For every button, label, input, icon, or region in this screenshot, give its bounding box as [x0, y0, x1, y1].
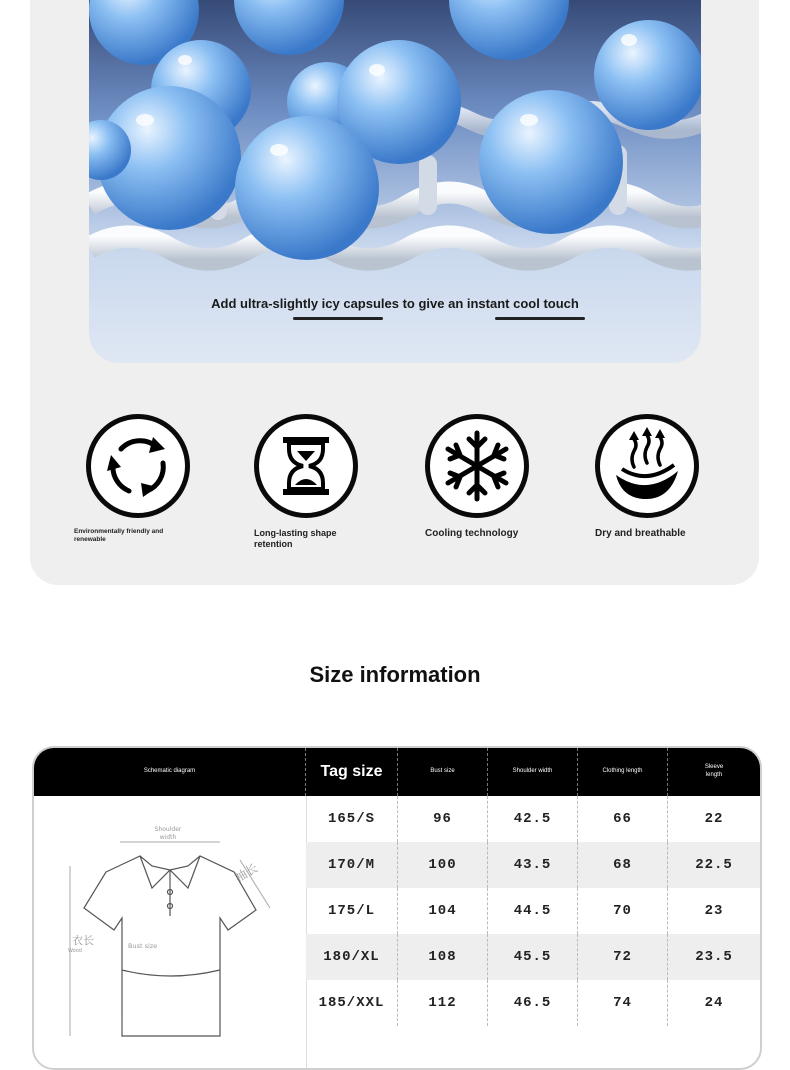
feature-cooling [425, 414, 555, 541]
bust-size-cell: 100 [398, 842, 488, 888]
bust-size-cell: 96 [398, 796, 488, 842]
clothing-length-label: 衣长 [72, 934, 94, 947]
tag-size-cell: 180/XL [306, 934, 398, 980]
sleeve-length-cell: 23 [704, 903, 724, 919]
feature-circle [425, 414, 529, 518]
feature-breathable [595, 414, 725, 541]
icy-capsule-hero-image [89, 0, 701, 363]
clothing-length-cell: 74 [578, 980, 668, 1026]
hourglass-icon [259, 419, 353, 513]
sleeve-length-cell: 23.5 [695, 949, 733, 965]
header-bust-size: Bust size [398, 748, 488, 796]
recycle-icon [91, 419, 185, 513]
shoulder-width-cell: 43.5 [488, 842, 578, 888]
bust-size-label: Bust size [128, 942, 158, 950]
clothing-length-cell: 72 [578, 934, 668, 980]
tag-size-cell: 165/S [306, 796, 398, 842]
sleeve-length-cell: 22.5 [695, 857, 733, 873]
breathable-icon [600, 419, 694, 513]
sleeve-length-cell: 24 [704, 995, 724, 1011]
tag-size-cell: 175/L [306, 888, 398, 934]
clothing-length-cell: 70 [578, 888, 668, 934]
hero-caption: Add ultra-slightly icy capsules to give an instant cool touch [211, 296, 579, 311]
shoulder-width-cell: 45.5 [488, 934, 578, 980]
shoulder-width-cell: 44.5 [488, 888, 578, 934]
feature-circle [595, 414, 699, 518]
size-information-title: Size information [309, 662, 481, 687]
header-sleeve-length: Sleeve length [704, 764, 724, 778]
size-table [32, 746, 762, 1070]
table-row [306, 842, 760, 888]
bust-size-cell: 104 [398, 888, 488, 934]
feature-circle [86, 414, 190, 518]
table-row [306, 980, 760, 1026]
feature-label: Environmentally friendly and renewable [74, 528, 164, 544]
table-row [306, 888, 760, 934]
clothing-length-cell: 68 [578, 842, 668, 888]
bust-size-cell: 108 [398, 934, 488, 980]
header-schematic-diagram: Schematic diagram [34, 748, 306, 796]
feature-label: Long-lasting shape retention [254, 528, 337, 550]
snowflake-icon [430, 419, 524, 513]
table-header [34, 748, 760, 796]
tag-size-cell: 170/M [306, 842, 398, 888]
feature-shape-retention [254, 414, 384, 551]
header-shoulder-width: Shoulder width [488, 748, 578, 796]
feature-label: Cooling technology [425, 528, 519, 539]
bust-size-cell: 112 [398, 980, 488, 1026]
shoulder-width-label: Shoulder width [154, 826, 182, 842]
sleeve-length-label: 袖长 [232, 860, 261, 885]
shoulder-width-cell: 46.5 [488, 980, 578, 1026]
feature-eco [74, 414, 204, 544]
feature-label: Dry and breathable [595, 528, 686, 539]
header-tag-size: Tag size [306, 748, 398, 796]
caption-underline [495, 317, 585, 320]
table-row [306, 796, 760, 842]
feature-circle [254, 414, 358, 518]
caption-underline [293, 317, 383, 320]
header-clothing-length: Clothing length [578, 748, 668, 796]
tag-size-cell: 185/XXL [306, 980, 398, 1026]
shoulder-width-cell: 42.5 [488, 796, 578, 842]
table-row [306, 934, 760, 980]
sleeve-length-cell: 22 [704, 811, 724, 827]
clothing-length-cell: 66 [578, 796, 668, 842]
clothing-length-sublabel: Wood [68, 948, 82, 954]
